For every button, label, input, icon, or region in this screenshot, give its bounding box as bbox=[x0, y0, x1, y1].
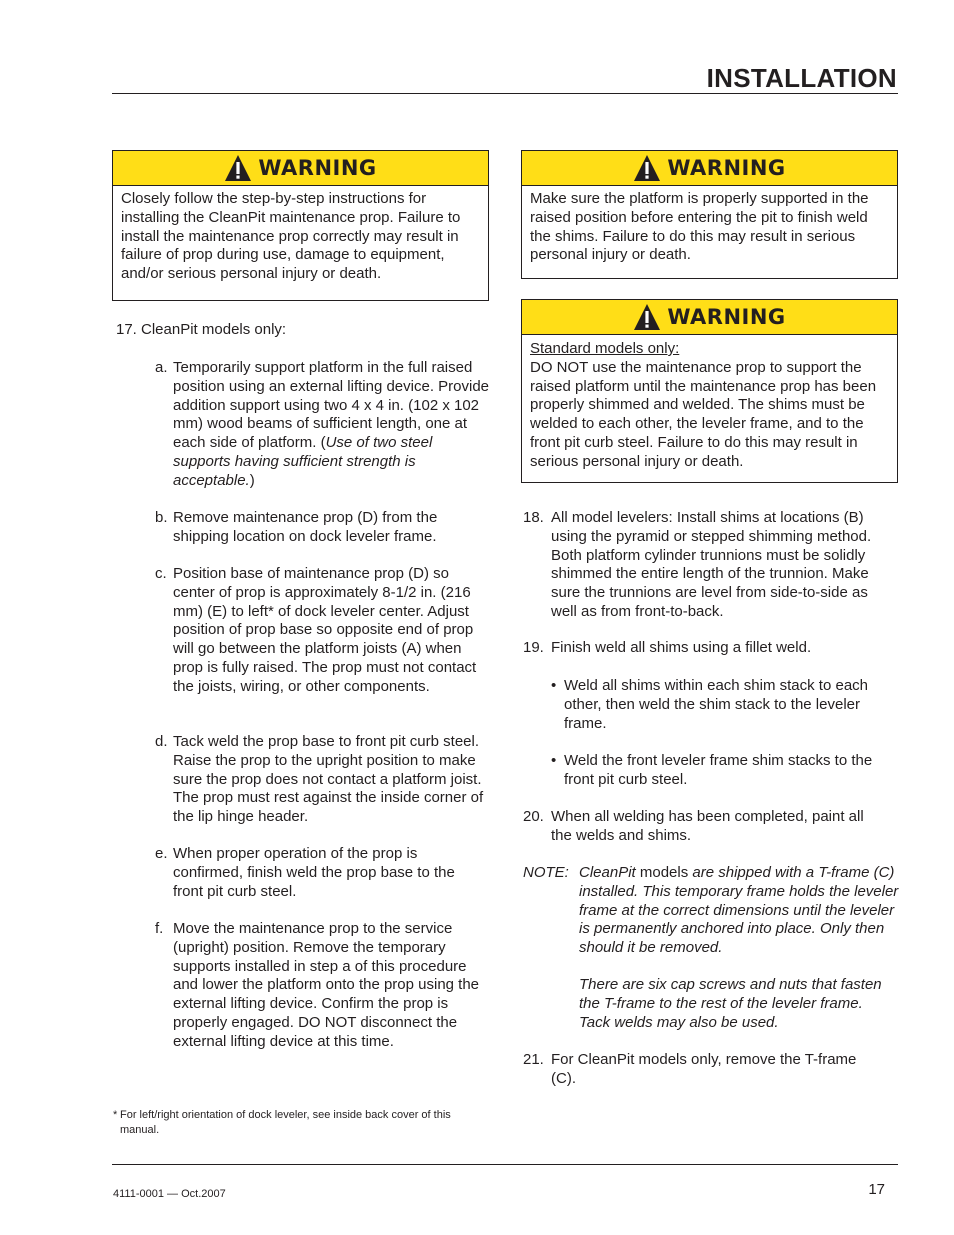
item-text-tail: ) bbox=[249, 471, 255, 489]
item-label: f. bbox=[155, 920, 164, 937]
step-17-intro: 17. CleanPit models only: bbox=[116, 321, 287, 338]
warning-box-prop-install bbox=[112, 150, 489, 301]
warning-header bbox=[113, 151, 488, 186]
note-plain: models bbox=[635, 864, 693, 881]
item-text: When proper operation of the prop is confirmed, finish weld the prop base to the front pit curb steel. bbox=[173, 845, 455, 900]
bullet-icon: • bbox=[551, 752, 557, 769]
note-paragraph-2: There are six cap screws and nuts that fasten the T-frame to the rest of the leveler frame. Tack welds may also be used. bbox=[579, 976, 882, 1031]
item-label: a. bbox=[155, 359, 168, 376]
item-text-italic: Use of two steel supports having sufficient strength is acceptable. bbox=[173, 434, 433, 489]
step-number: 19. bbox=[523, 639, 544, 656]
step-number: 18. bbox=[523, 509, 544, 526]
footnote-marker: * bbox=[113, 1109, 118, 1121]
step-number: 21. bbox=[523, 1051, 544, 1068]
warning-triangle-icon bbox=[633, 303, 661, 331]
note-label: NOTE: bbox=[523, 864, 569, 881]
item-label: d. bbox=[155, 733, 168, 750]
warning-box-platform-support bbox=[521, 150, 898, 279]
warning-subheading: Standard models only: bbox=[530, 340, 680, 357]
page-number: 17 bbox=[868, 1181, 885, 1198]
item-label: c. bbox=[155, 565, 167, 582]
item-text bbox=[173, 359, 490, 491]
bullet-icon: • bbox=[551, 677, 557, 694]
note-lead: CleanPit bbox=[579, 864, 636, 881]
footer-rule bbox=[112, 1164, 898, 1165]
step-text: All model levelers: Install shims at locations (B) using the pyramid or stepped shimming method. Both platform cylinder trunnions must be solidly shimmed the entire length of the trunnion. Make sure the trunnions are level from side-to-side as well as from front-to-back. bbox=[551, 509, 872, 620]
item-text: Tack weld the prop base to front pit curb steel. Raise the prop to the upright position to make sure the prop does not contact a platform joist. The prop must rest against the inside corner of the lip hinge header. bbox=[173, 733, 484, 826]
warning-box-standard-models bbox=[521, 299, 898, 483]
item-text: Position base of maintenance prop (D) so center of prop is approximately 8-1/2 in. (216 mm) (E) to left* of dock leveler center. Adjust position of prop base so opposite end of prop will go between the platform joists (A) when prop is fully raised. The prop must not contact the joists, wiring, or other components. bbox=[173, 565, 477, 695]
step-text: For CleanPit models only, remove the T-frame (C). bbox=[551, 1051, 857, 1087]
bullet-text: Weld the front leveler frame shim stacks to the front pit curb steel. bbox=[564, 752, 873, 788]
step-text: Finish weld all shims using a fillet weld. bbox=[551, 639, 812, 656]
bullet-text: Weld all shims within each shim stack to each other, then weld the shim stack to the leveler frame. bbox=[564, 677, 869, 732]
warning-header bbox=[522, 151, 897, 186]
step-text: When all welding has been completed, paint all the welds and shims. bbox=[551, 808, 864, 844]
footnote-text: For left/right orientation of dock leveler, see inside back cover of this manual. bbox=[120, 1109, 451, 1136]
warning-heading: WARNING bbox=[667, 304, 786, 329]
item-label: b. bbox=[155, 509, 168, 526]
warning-triangle-icon bbox=[224, 154, 252, 182]
warning-triangle-icon bbox=[633, 154, 661, 182]
note-rest: are shipped with a T-frame (C) installed. This temporary frame holds the leveler frame at the correct dimensions until the leveler is permanently anchored into place. Only then should it be removed. bbox=[579, 864, 899, 957]
section-title: INSTALLATION bbox=[706, 63, 897, 93]
footer-doc-id: 4111-0001 — Oct.2007 bbox=[113, 1188, 226, 1200]
header-rule bbox=[112, 93, 898, 94]
footnote bbox=[113, 1108, 483, 1138]
step-number: 20. bbox=[523, 808, 544, 825]
warning-body-text: DO NOT use the maintenance prop to support the raised platform until the maintenance prop has been properly shimmed and welded. The shims must be welded to each other, the leveler frame, and to the front pit curb steel. Failure to do this may result in serious personal injury or death. bbox=[530, 358, 877, 470]
note-text bbox=[579, 864, 899, 958]
item-text-main: Temporarily support platform in the full raised position using an external lifting device. Provide addition support using two 4 x 4 in. (102 x 102 mm) wood beams of sufficient length, one at each side of platform. ( bbox=[173, 359, 490, 452]
warning-heading: WARNING bbox=[258, 155, 377, 180]
warning-body: Closely follow the step-by-step instructions for installing the CleanPit maintenance prop. Failure to install the maintenance prop correctly may result in failure of prop during use, damage to equipment, and/or serious personal injury or death. bbox=[121, 190, 461, 283]
warning-heading: WARNING bbox=[667, 155, 786, 180]
warning-header bbox=[522, 300, 897, 335]
item-label: e. bbox=[155, 845, 168, 862]
warning-body bbox=[522, 335, 897, 472]
warning-body: Make sure the platform is properly supported in the raised position before entering the pit to finish weld the shims. Failure to do this may result in serious personal injury or death. bbox=[530, 190, 869, 264]
item-text: Move the maintenance prop to the service (upright) position. Remove the temporary supports installed in step a of this procedure and lower the platform onto the prop using the external lifting device. Confirm the prop is properly engaged. DO NOT disconnect the external lifting device at this time. bbox=[173, 920, 480, 1050]
item-text: Remove maintenance prop (D) from the shipping location on dock leveler frame. bbox=[173, 509, 438, 545]
